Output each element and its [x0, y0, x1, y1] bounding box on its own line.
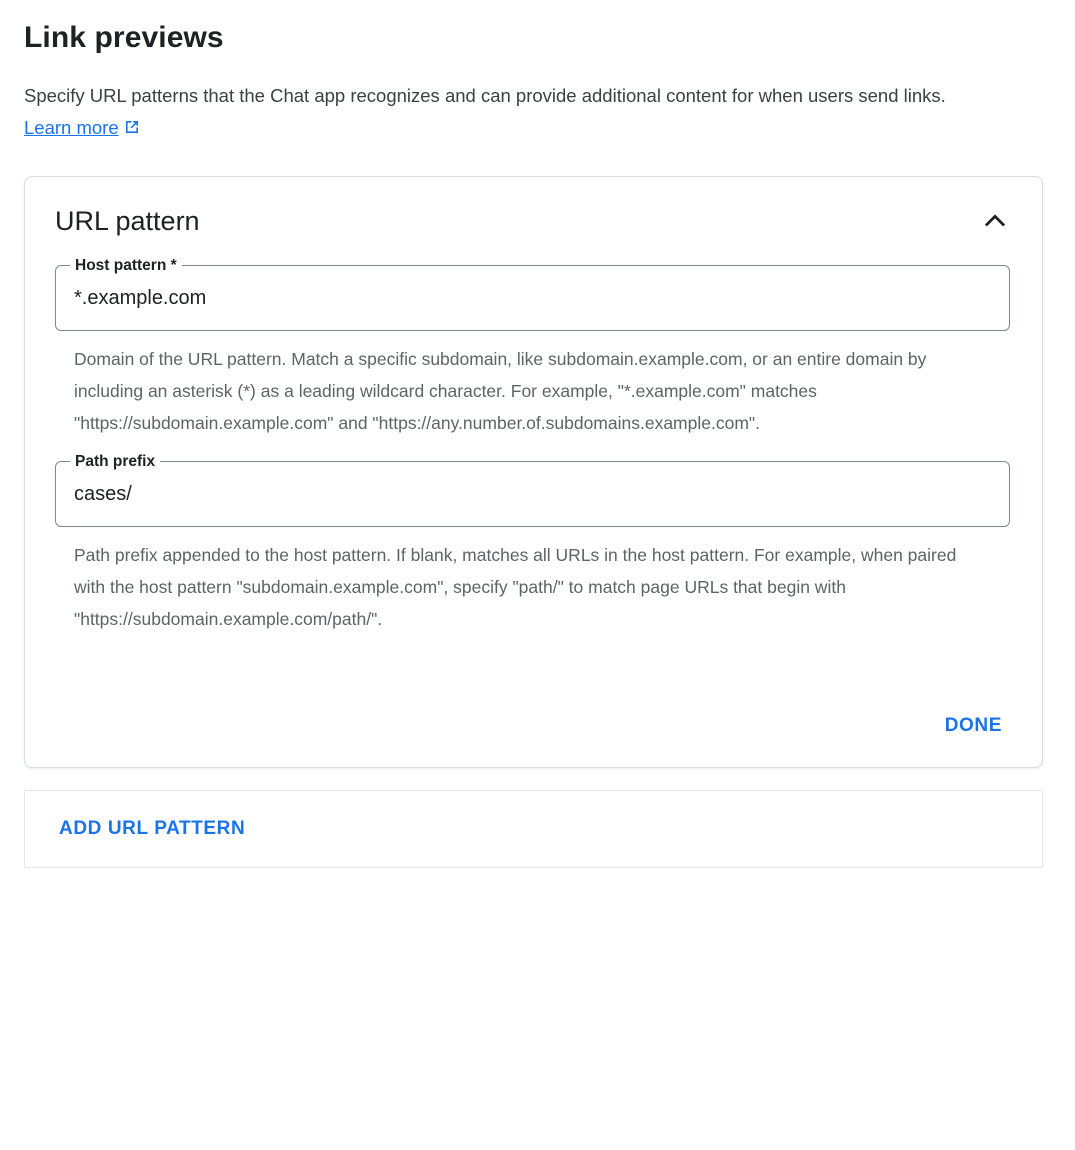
card-actions [55, 707, 1012, 745]
path-prefix-field-group [55, 453, 1012, 635]
add-url-pattern-button[interactable]: ADD URL PATTERN [59, 818, 246, 839]
url-pattern-card-header [55, 203, 1012, 239]
host-pattern-field[interactable] [55, 257, 1010, 331]
host-pattern-helper-text: Domain of the URL pattern. Match a specific subdomain, like subdomain.example.com, or an entire domain by including an asterisk (*) as a leading wildcard character. For example, "*.example.com" matches "https://subdomain.example.com" and "https://any.number.of.subdomains.example.com". [74, 349, 927, 433]
learn-more-link[interactable]: Learn more [24, 117, 119, 138]
path-prefix-input[interactable] [74, 480, 991, 508]
url-pattern-card [24, 176, 1043, 768]
host-pattern-field-group [55, 257, 1012, 439]
path-prefix-field[interactable] [55, 453, 1010, 527]
add-url-pattern-bar[interactable] [24, 790, 1043, 868]
path-prefix-helper-text: Path prefix appended to the host pattern. If blank, matches all URLs in the host pattern. For example, when paired with the host pattern "subdomain.example.com", specify "path/" to match page URLs that begin with "https://subdomain.example.com/path/". [74, 545, 957, 629]
host-pattern-label: Host pattern * [70, 256, 182, 276]
external-link-icon [123, 114, 141, 146]
card-title: URL pattern [55, 206, 200, 236]
page-description [24, 80, 1039, 146]
done-button[interactable]: DONE [935, 707, 1012, 745]
page-description-text: Specify URL patterns that the Chat app recognizes and can provide additional content for when users send links. [24, 85, 946, 106]
chevron-up-icon[interactable] [978, 204, 1012, 238]
path-prefix-label: Path prefix [70, 452, 160, 472]
page-title: Link previews [24, 21, 224, 54]
host-pattern-input[interactable] [74, 284, 991, 312]
